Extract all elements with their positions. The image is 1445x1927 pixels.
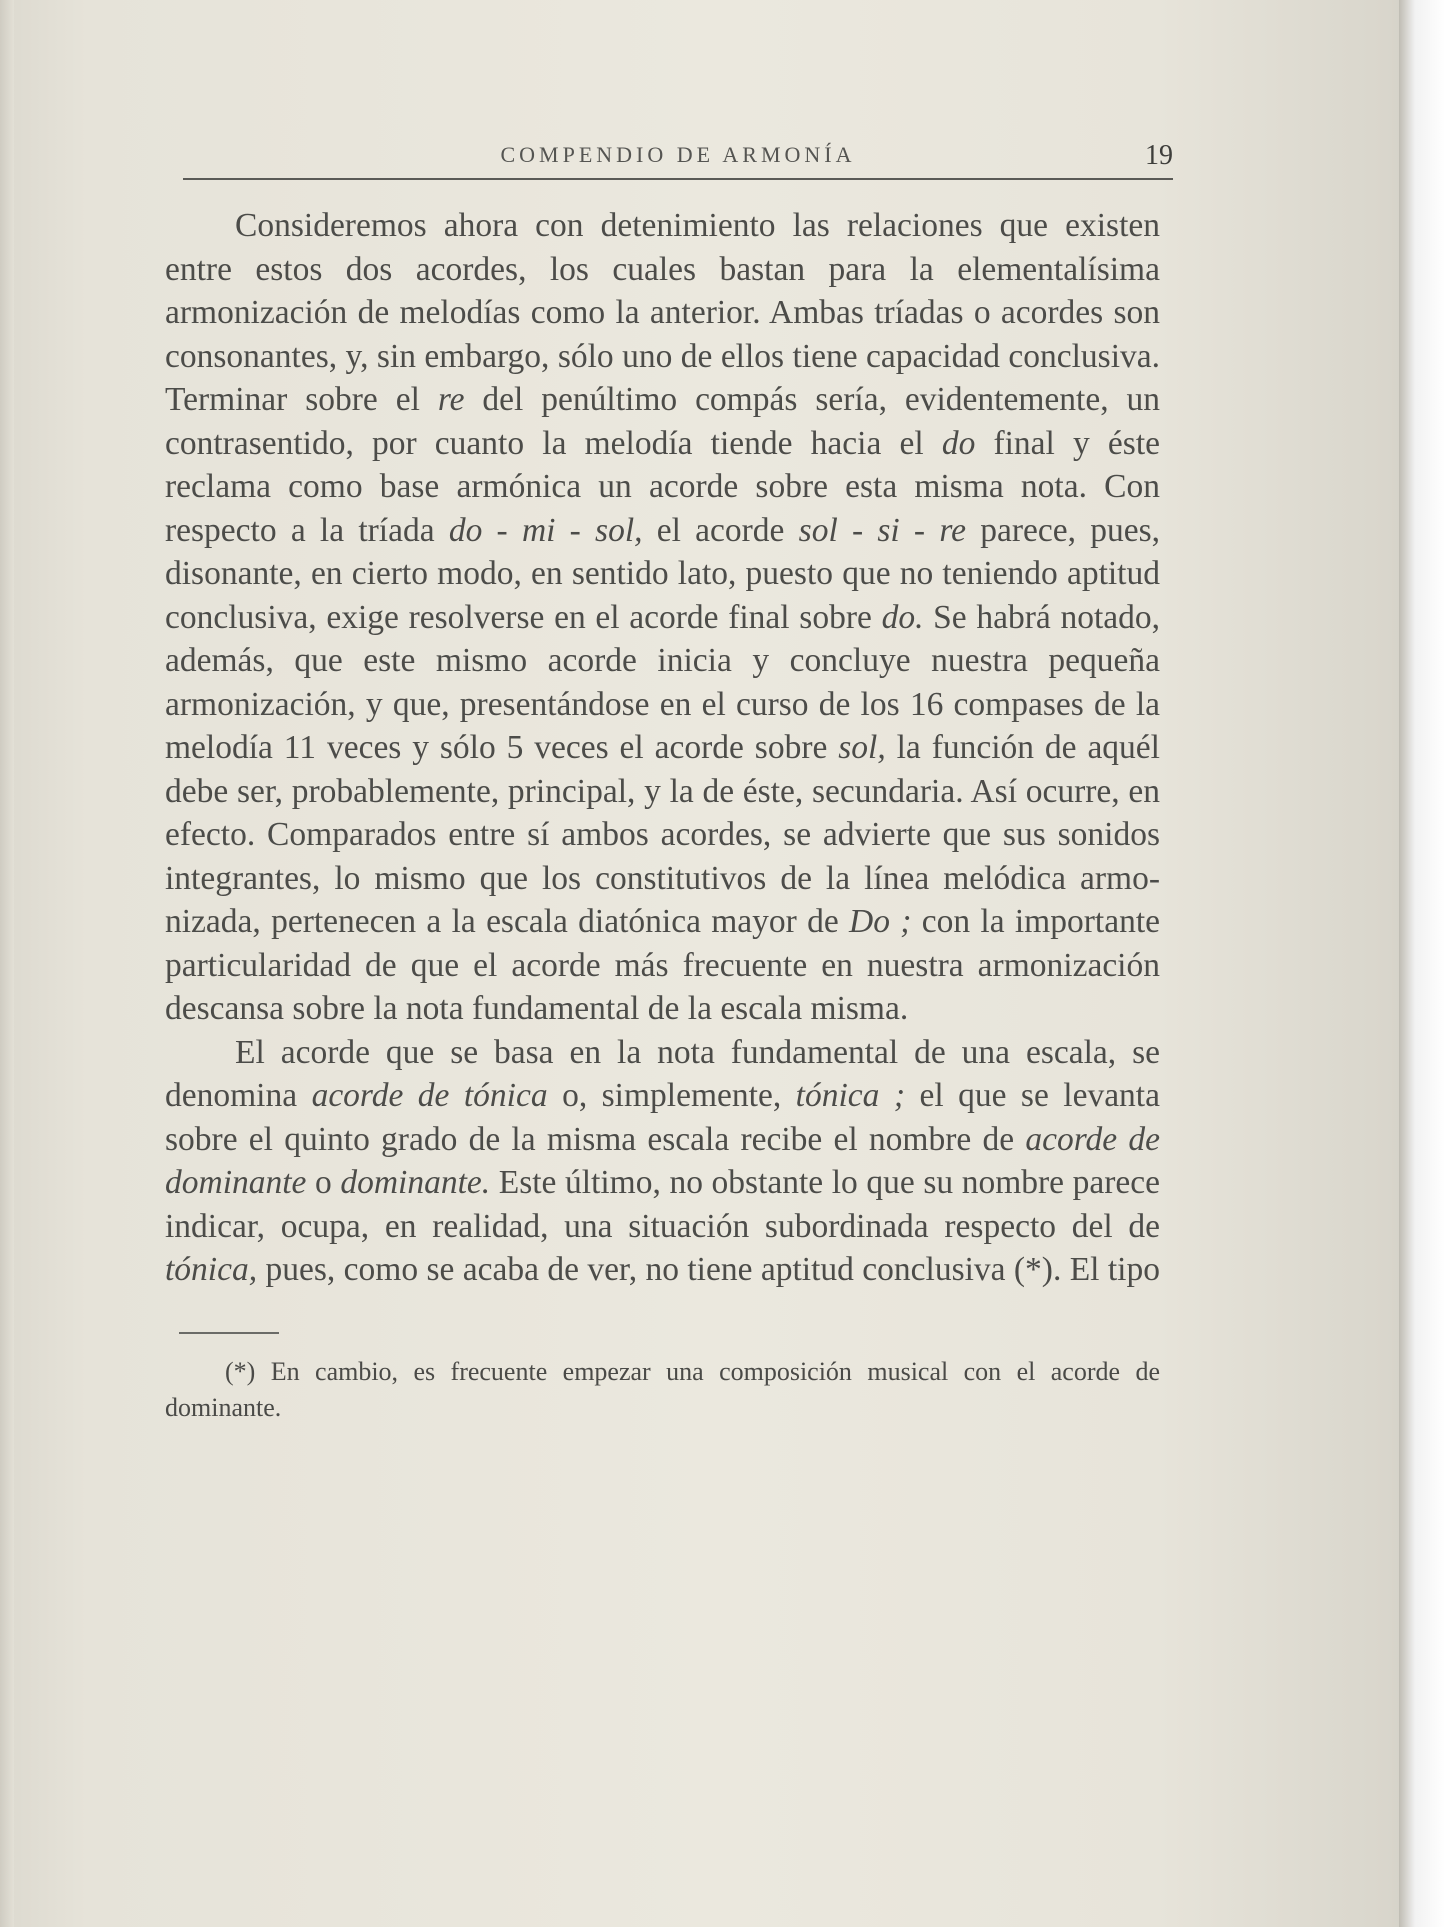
italic-term: acorde de dominante — [165, 1120, 1160, 1201]
paragraph-2 — [165, 1031, 1160, 1292]
italic-term: dominante. — [340, 1164, 491, 1201]
text-run: Consideremos ahora con detenimiento las relaciones que existen entre estos dos acordes, los cuales bastan para la elementalísima armonización de melodías como la anterior. Ambas tríadas o acordes son consonantes, y, sin embargo, sólo uno de ellos tiene capacidad conclusiva. Terminar sobre el — [165, 207, 1160, 418]
text-run: parece, pues, disonante, en cierto modo, en sentido lato, puesto que no teniendo aptitud conclusiva, exige resolverse en el acorde final sobre — [165, 511, 1160, 636]
text-run: la función de aquél debe ser, probablemente, principal, y la de éste, secundaria. Así ocurre, en efecto. Comparados entre sí ambos acordes, se advierte que sus sonidos integrantes, lo mismo que los constitutivos de la línea melódica armonizada, pertenecen a la escala diatónica mayor de — [165, 729, 1160, 940]
italic-term: do — [941, 424, 976, 462]
footnote-rule — [179, 1332, 279, 1334]
text-run: final y éste reclama como base armónica un acorde sobre esta misma nota. Con respecto a la tríada — [165, 424, 1160, 549]
text-run: con la importante particularidad de que el acorde más frecuente en nuestra armonización descansa sobre la nota fundamental de la escala misma. — [165, 903, 1161, 1027]
page-right-edge — [1399, 0, 1445, 1927]
italic-term: do - mi - sol, — [448, 511, 643, 549]
running-head — [183, 130, 1173, 180]
footnote: (*) En cambio, es frecuente empezar una composición musical con el acorde de dominante. — [165, 1356, 1160, 1422]
running-head-title: COMPENDIO DE ARMONÍA — [500, 142, 856, 167]
book-page — [165, 130, 1173, 1426]
text-run: Este último, no obstante lo que su nombre parece indicar, ocupa, en realidad, una situación subordinada respecto del de — [165, 1164, 1160, 1245]
italic-term: tónica ; — [795, 1077, 905, 1114]
italic-term: do. — [881, 598, 924, 636]
page-number: 19 — [1145, 140, 1173, 171]
italic-term: sol - si - re — [798, 511, 966, 549]
italic-term: sol, — [838, 729, 886, 766]
text-run: Se habrá notado, además, que este mismo acorde inicia y concluye nuestra pequeña armonización, y que, presentándose en el curso de los 16 compases de la melodía 11 veces y sólo 5 veces el acorde sobre — [165, 598, 1160, 766]
text-run: o, simplemente, — [547, 1077, 796, 1114]
text-run: o — [306, 1164, 341, 1201]
body-text — [165, 204, 1160, 1292]
italic-term: Do ; — [849, 903, 912, 940]
text-run: del penúltimo compás sería, evidentemente, un contrasentido, por cuanto la melodía tiende hacia el — [165, 381, 1161, 462]
text-run: el acorde — [642, 511, 799, 549]
page-left-edge — [0, 0, 14, 1927]
italic-term: acorde de tónica — [311, 1077, 548, 1114]
text-run: El acorde que se basa en la nota fundamental de una escala, se denomina — [165, 1033, 1160, 1114]
paragraph-1 — [165, 204, 1160, 1031]
italic-term: re — [437, 381, 465, 418]
text-run: el que se levanta sobre el quinto grado de la misma escala recibe el nombre de — [165, 1077, 1160, 1158]
italic-term: tónica, — [165, 1251, 258, 1288]
text-run: pues, como se acaba de ver, no tiene aptitud conclusiva (*). El tipo — [257, 1251, 1160, 1288]
